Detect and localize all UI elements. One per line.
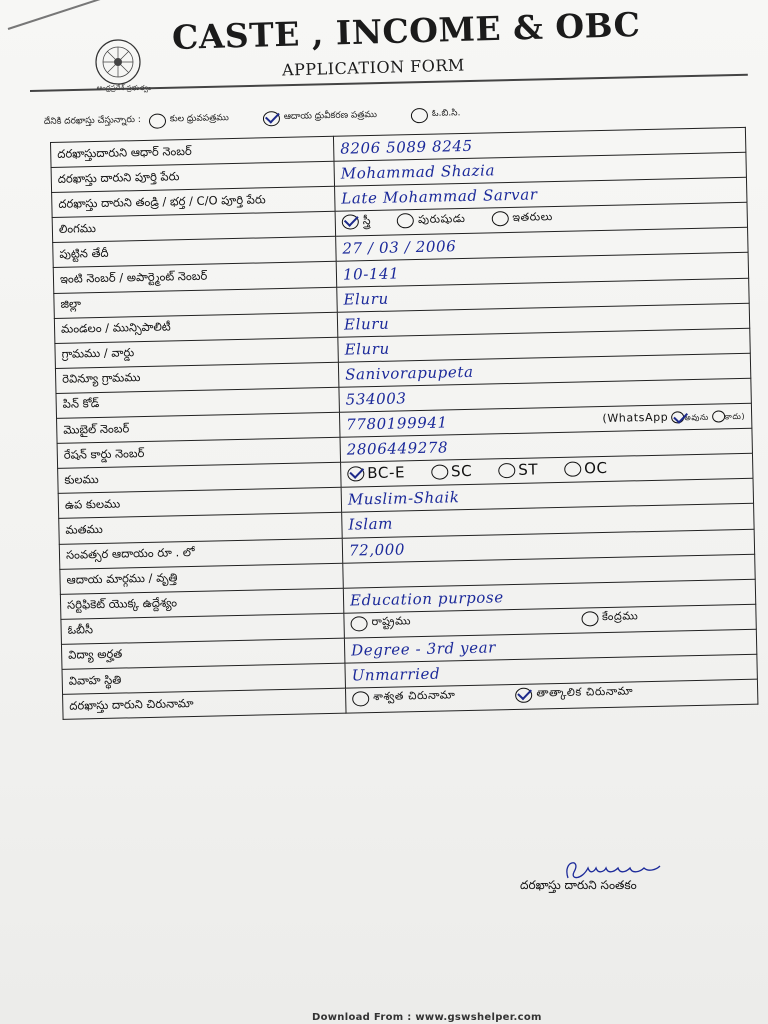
form-title: CASTE , INCOME & OBC xyxy=(171,4,641,57)
checked-circle-icon[interactable] xyxy=(671,411,684,423)
obc-option-label: రాష్ట్రము xyxy=(371,614,412,629)
download-footer[interactable]: Download From : www.gswshelper.com xyxy=(312,1012,542,1023)
form-subtitle: APPLICATION FORM xyxy=(281,55,466,80)
gender-option[interactable] xyxy=(397,212,466,229)
purpose-option-obc[interactable] xyxy=(411,107,461,123)
field-label: లింగము xyxy=(52,212,335,243)
signature-label: దరఖాస్తు దారుని సంతకం xyxy=(520,878,637,892)
field-label: దరఖాస్తు దారుని పూర్తి పేరు xyxy=(51,161,334,192)
handwritten-value: 7780199941 xyxy=(346,413,448,434)
radio-circle-icon[interactable] xyxy=(498,462,515,477)
handwritten-value: Islam xyxy=(348,515,394,535)
gender-option-label: పురుషుడు xyxy=(417,211,466,226)
obc-option[interactable] xyxy=(581,609,639,626)
field-label: ఇంటి నెంబర్ / అపార్ట్మెంట్ నెంబర్ xyxy=(53,262,336,293)
purpose-option-label: ఓ.బి.సి. xyxy=(431,108,461,119)
caste-option-label: ST xyxy=(518,460,539,479)
whatsapp-choice xyxy=(602,409,745,426)
form-table-wrapper xyxy=(50,127,764,792)
checked-circle-icon[interactable] xyxy=(263,111,280,126)
handwritten-value: 72,000 xyxy=(348,539,406,560)
handwritten-value: Degree - 3rd year xyxy=(350,638,497,660)
radio-circle-icon[interactable] xyxy=(397,213,414,228)
checked-circle-icon[interactable] xyxy=(515,687,532,702)
whatsapp-label: (WhatsApp xyxy=(602,410,669,426)
handwritten-value: 534003 xyxy=(345,389,407,409)
field-label: దరఖాస్తుదారుని ఆధార్ నెంబర్ xyxy=(51,136,334,167)
field-label: సంవత్సర ఆదాయం రూ . లో xyxy=(59,538,342,569)
checked-circle-icon[interactable] xyxy=(342,214,359,229)
radio-circle-icon[interactable] xyxy=(712,410,725,422)
purpose-option-income[interactable] xyxy=(263,109,378,126)
field-label: ఓబీసీ xyxy=(61,613,344,644)
caste-option[interactable] xyxy=(347,463,405,482)
handwritten-value: 27 / 03 / 2006 xyxy=(342,237,457,259)
handwritten-value: Eluru xyxy=(343,289,389,309)
address-option-label: తాత్కాలిక చిరునామా xyxy=(536,684,634,700)
field-label: రేషన్ కార్డు నెంబర్ xyxy=(57,437,340,468)
field-label: పిన్ కోడ్ xyxy=(56,387,339,418)
caste-option[interactable] xyxy=(431,462,473,481)
purpose-row xyxy=(44,99,684,134)
radio-circle-icon[interactable] xyxy=(491,211,508,226)
radio-circle-icon[interactable] xyxy=(564,461,581,476)
field-label: జిల్లా xyxy=(54,287,337,318)
field-label: సర్టిఫికెట్ యొక్క ఉద్దేశ్యం xyxy=(60,588,343,619)
caste-option[interactable] xyxy=(564,459,608,478)
purpose-option-label: కుల ధ్రువపత్రము xyxy=(169,113,229,125)
radio-circle-icon[interactable] xyxy=(149,113,166,128)
field-label: దరఖాస్తు దారుని చిరునామా xyxy=(63,688,346,719)
address-option[interactable] xyxy=(352,689,456,707)
field-label: మొబైల్ నెంబర్ xyxy=(57,412,340,443)
field-label: ఆదాయ మార్గము / వృత్తి xyxy=(60,563,343,594)
handwritten-value: Education purpose xyxy=(349,587,504,610)
checked-circle-icon[interactable] xyxy=(347,466,364,481)
handwritten-value: Muslim-Shaik xyxy=(347,488,460,509)
radio-circle-icon[interactable] xyxy=(352,691,369,706)
handwritten-value: Mohammad Shazia xyxy=(340,161,496,183)
handwritten-value: 8206 5089 8245 xyxy=(340,136,473,158)
radio-circle-icon[interactable] xyxy=(350,616,367,631)
handwritten-value: Unmarried xyxy=(351,664,441,685)
handwritten-value: Late Mohammad Sarvar xyxy=(341,185,538,208)
handwritten-value: Sanivorapupeta xyxy=(344,362,474,384)
radio-circle-icon[interactable] xyxy=(431,464,448,479)
field-label: పుట్టిన తేదీ xyxy=(53,237,336,268)
caste-option-label: OC xyxy=(583,458,608,478)
field-label: గ్రామము / వార్డు xyxy=(55,337,338,368)
form-table xyxy=(50,127,758,720)
field-label: విద్యా అర్హత xyxy=(61,638,344,669)
field-label: దరఖాస్తు దారుని తండ్రి / భర్త / C/O పూర్తి పేరు xyxy=(52,186,335,217)
gender-option[interactable] xyxy=(342,214,372,231)
gender-option[interactable] xyxy=(491,210,553,227)
handwritten-value: 2806449278 xyxy=(346,438,449,459)
caste-option-label: BC-E xyxy=(367,463,406,483)
field-label: ఉప కులము xyxy=(58,488,341,519)
whatsapp-option-label: అవును xyxy=(684,412,709,423)
field-label: రెవిన్యూ గ్రామము xyxy=(55,362,338,393)
field-label: మతము xyxy=(59,513,342,544)
handwritten-value: Eluru xyxy=(343,314,390,334)
radio-circle-icon[interactable] xyxy=(411,107,428,122)
address-option[interactable] xyxy=(515,685,633,704)
handwritten-value: 10-141 xyxy=(342,263,400,284)
field-label: వివాహ స్థితి xyxy=(62,663,345,694)
handwritten-value: Eluru xyxy=(344,339,391,359)
purpose-option-label: ఆదాయ ధ్రువీకరణ పత్రము xyxy=(283,110,378,122)
caste-option[interactable] xyxy=(498,460,538,479)
corner-pen-mark xyxy=(8,0,123,30)
gender-option-label: ఇతరులు xyxy=(512,209,554,224)
purpose-label: దేనికి దరఖాస్తు చేస్తున్నారు : xyxy=(43,114,141,127)
whatsapp-option-label: కాదు) xyxy=(724,411,746,422)
radio-circle-icon[interactable] xyxy=(581,611,598,626)
caste-option-label: SC xyxy=(450,461,473,481)
field-label: మండలం / మున్సిపాలిటీ xyxy=(54,312,337,343)
address-option-label: శాశ్వత చిరునామా xyxy=(373,688,456,704)
field-label: కులము xyxy=(58,462,341,493)
purpose-option-caste[interactable] xyxy=(149,112,229,129)
obc-option[interactable] xyxy=(350,614,411,631)
obc-option-label: కేంద్రము xyxy=(601,609,639,624)
gender-option-label: స్త్రీ xyxy=(362,213,372,227)
